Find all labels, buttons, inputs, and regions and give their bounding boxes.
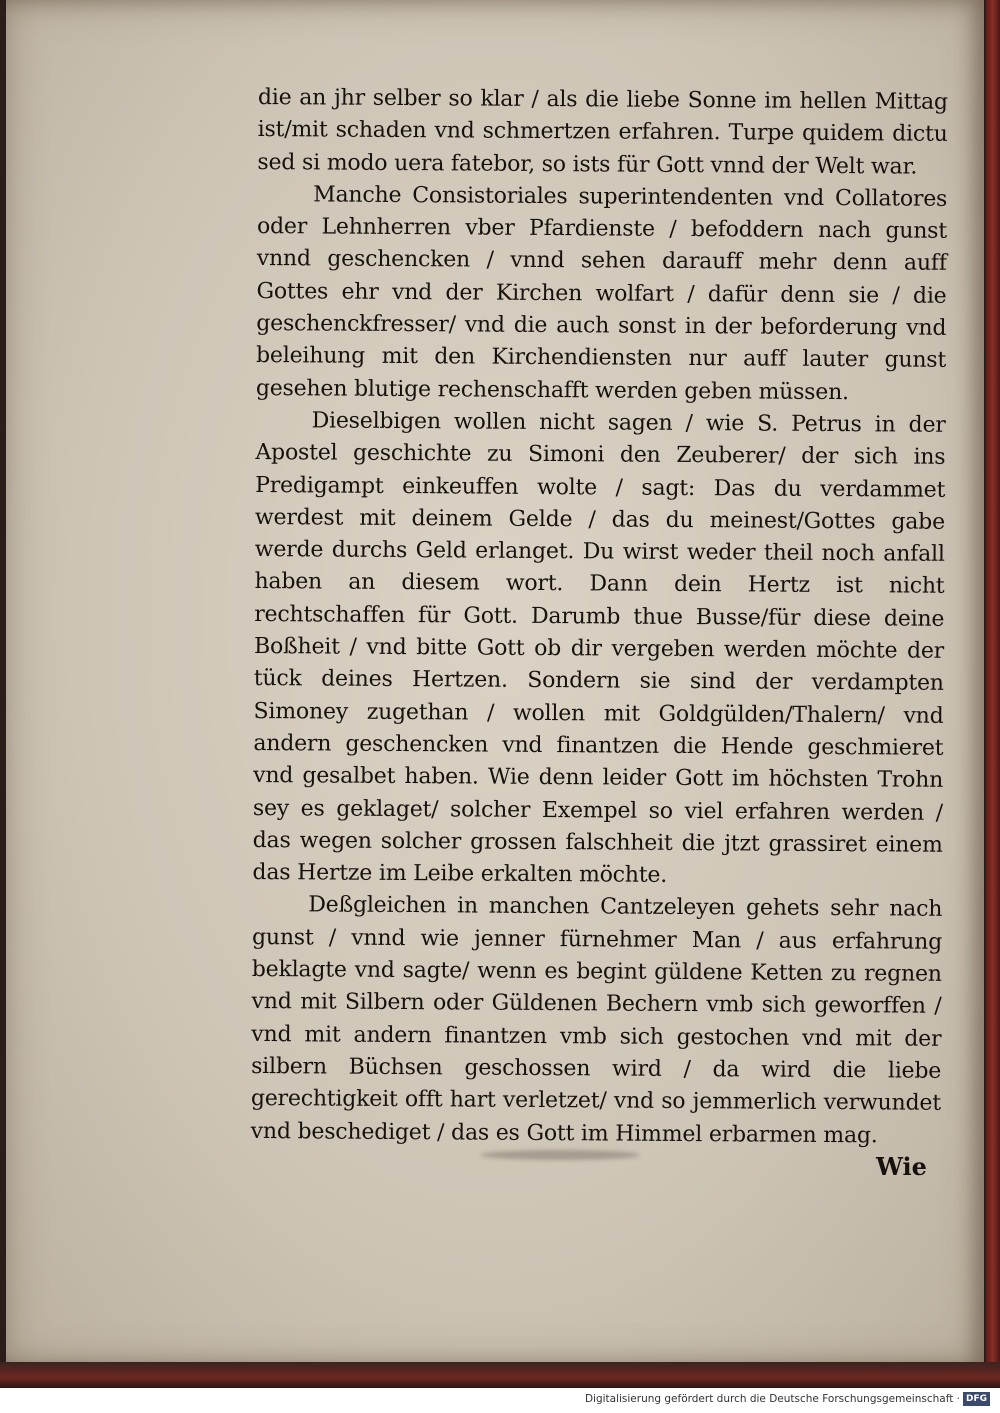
catchword: Wie xyxy=(876,1152,927,1181)
page-text-block xyxy=(251,82,948,1153)
paragraph-4: Deßgleichen in manchen Cantzeleyen gehets sehr nach gunst / vnnd wie jenner fürnehmer Man / aus erfahrung beklagte vnd sagte/ wenn es begint güldene Ketten zu regnen vnd mit Silbern oder Güldenen Bechern vmb sich geworffen / vnd mit andern finantzen vmb sich gestochen vnd mit der silbern Büchsen geschossen wird / da wird die liebe gerechtigkeit offt hart verletzet/ vnd so jemmerlich verwundet vnd beschediget / das es Gott im Himmel erbarmen mag. xyxy=(250,892,943,1148)
footer-funding-text: Digitalisierung gefördert durch die Deutsche Forschungsgemeinschaft · xyxy=(584,1393,960,1405)
ink-smudge xyxy=(480,1150,640,1160)
book-cover-edge xyxy=(986,0,1000,1388)
paragraph-3: Dieselbigen wollen nicht sagen / wie S. Petrus in der Apostel geschichte zu Simoni den Zeuberer/ der sich ins Predigampt einkeuffen wolte / sagt: Das du verdammet werdest mit deinem Gelde / das du meinest/Gottes gabe werde durchs Geld erlanget. Du wirst weder theil noch anfall haben an diesem wort. Dann dein Hertz ist nicht rechtschaffen für Gott. Darumb thue Busse/für diese deine Boßheit / vnd bitte Gott ob dir vergeben werden möchte der tück deines Hertzen. Sondern sie sind der verdampten Simoney zugethan / wollen mit Goldgülden/Thalern/ vnd andern geschencken vnd finantzen die Hende geschmieret vnd gesalbet haben. Wie denn leider Gott im höchsten Trohn sey es geklaget/ solcher Exempel so viel erfahren werden / das wegen solcher grossen falschheit die jtzt grassiret einem das Hertze im Leibe erkalten möchte. xyxy=(252,408,946,888)
book-bottom-edge xyxy=(0,1362,1000,1388)
paragraph-1: die an jhr selber so klar / als die liebe Sonne im hellen Mittag ist/mit schaden vnd schmertzen erfahren. Turpe quidem dictu sed si modo uera fatebor, so ists für Gott vnnd der Welt war. xyxy=(257,84,948,180)
dfg-logo: DFG xyxy=(963,1392,990,1406)
footer-bar xyxy=(0,1388,1000,1413)
paragraph-2: Manche Consistoriales superintendenten vnd Collatores oder Lehnherren vber Pfardienste / befoddern nach gunst vnnd geschencken / vnnd sehen darauff mehr denn auff Gottes ehr vnd der Kirchen wolfart / dafür denn sie / die geschenckfresser/ vnd die auch sonst in der beforderung vnd beleihung mit den Kirchendiensten nur auff lauter gunst gesehen blutige rechenschafft werden geben müssen. xyxy=(255,182,948,405)
